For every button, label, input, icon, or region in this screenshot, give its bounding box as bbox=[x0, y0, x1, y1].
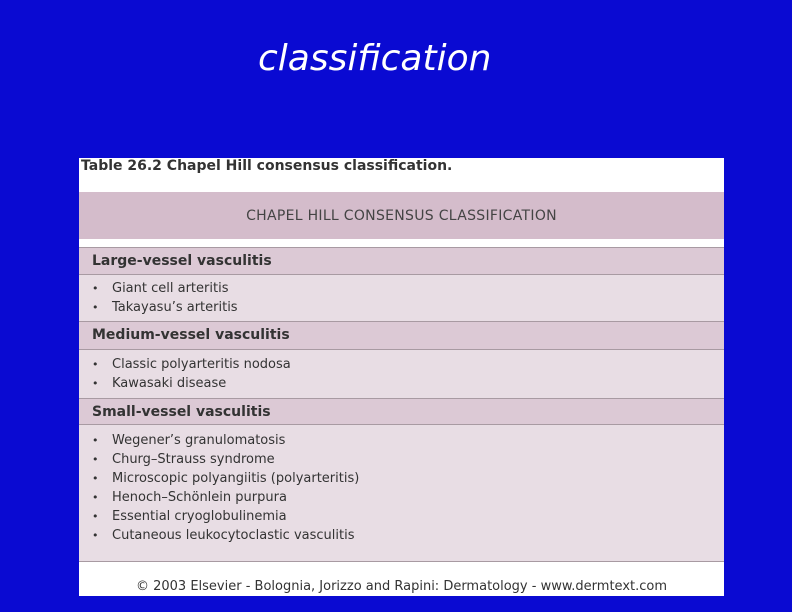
bullet-icon: • bbox=[92, 453, 99, 466]
bullet-icon: • bbox=[92, 377, 99, 390]
list-item bbox=[92, 298, 238, 317]
list-item-label: Henoch–Schönlein purpura bbox=[112, 490, 287, 505]
bullet-icon: • bbox=[92, 282, 99, 295]
table-footer: © 2003 Elsevier - Bolognia, Jorizzo and Rapini: Dermatology - www.dermtext.com bbox=[135, 579, 668, 594]
list-item-label: Churg–Strauss syndrome bbox=[112, 452, 275, 467]
list-item-label: Takayasu’s arteritis bbox=[112, 300, 238, 315]
list-item bbox=[92, 526, 355, 545]
section-heading-medium-vessel bbox=[79, 321, 724, 350]
bullet-icon: • bbox=[92, 301, 99, 314]
list-item bbox=[92, 355, 291, 374]
list-item-label: Cutaneous leukocytoclastic vasculitis bbox=[112, 528, 355, 543]
bullet-icon: • bbox=[92, 434, 99, 447]
list-item-label: Classic polyarteritis nodosa bbox=[112, 357, 291, 372]
list-item bbox=[92, 374, 226, 393]
section-heading-text: Small-vessel vasculitis bbox=[92, 404, 271, 420]
list-item bbox=[92, 450, 275, 469]
list-item-label: Kawasaki disease bbox=[112, 376, 227, 391]
list-item-label: Giant cell arteritis bbox=[112, 281, 229, 296]
list-item-label: Wegener’s granulomatosis bbox=[112, 433, 286, 448]
classification-table bbox=[79, 158, 724, 596]
bullet-icon: • bbox=[92, 472, 99, 485]
list-item bbox=[92, 279, 228, 298]
section-body-large-vessel bbox=[79, 275, 724, 321]
list-item bbox=[92, 469, 359, 488]
bullet-icon: • bbox=[92, 529, 99, 542]
bullet-icon: • bbox=[92, 510, 99, 523]
table-caption: Table 26.2 Chapel Hill consensus classification. bbox=[81, 158, 453, 174]
table-bottom-rule bbox=[79, 561, 724, 562]
bullet-icon: • bbox=[92, 491, 99, 504]
section-body-small-vessel bbox=[79, 425, 724, 561]
list-item-label: Essential cryoglobulinemia bbox=[112, 509, 287, 524]
list-item bbox=[92, 488, 287, 507]
section-heading-text: Medium-vessel vasculitis bbox=[92, 327, 290, 343]
section-body-medium-vessel bbox=[79, 350, 724, 398]
list-item bbox=[92, 431, 285, 450]
list-item-label: Microscopic polyangiitis (polyarteritis) bbox=[112, 471, 360, 486]
list-item bbox=[92, 507, 287, 526]
table-header-text: CHAPEL HILL CONSENSUS CLASSIFICATION bbox=[246, 208, 557, 224]
section-heading-small-vessel bbox=[79, 398, 724, 425]
table-header bbox=[79, 192, 724, 242]
section-heading-text: Large-vessel vasculitis bbox=[92, 253, 272, 269]
bullet-icon: • bbox=[92, 358, 99, 371]
section-heading-large-vessel bbox=[79, 247, 724, 275]
slide-title: classification bbox=[258, 38, 492, 79]
